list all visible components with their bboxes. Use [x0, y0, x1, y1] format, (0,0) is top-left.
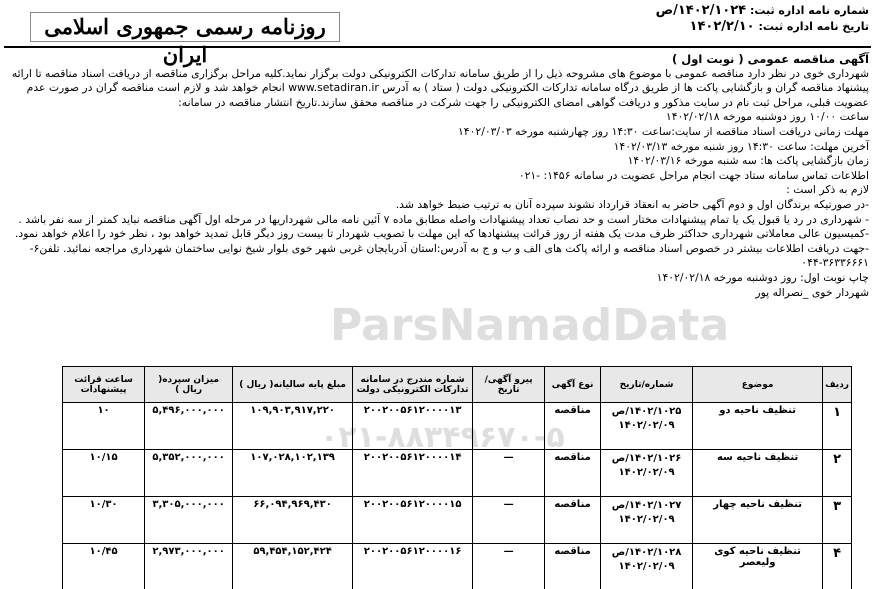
row-ref-cell [601, 544, 693, 589]
row-ref: ۱۴۰۲/۱۰۲۵/ص [611, 406, 682, 417]
row-ref: ۱۴۰۲/۱۰۲۸/ص [611, 547, 682, 558]
header-opening-time: ساعت قرائت پیشنهادات [63, 367, 145, 403]
row-subject: تنظیف ناحیه چهار [693, 497, 823, 544]
header-notice-type: نوع آگهی [545, 367, 601, 403]
notice-paragraph: شهرداری خوی در نظر دارد مناقصه عمومی با موضوع های مشروحه ذیل را از طریق سامانه تدارکات الکترونیکی دولت برگزار نماید.کلیه مراحل برگزاری مناقصه از دریافت اسناد مناقصه تا ارائه پیشنهاد مناقصه گران و بازگشایی پاکت ها از طریق درگاه سامانه تدارکات الکترونیکی دولت ( ستاد ) به آدرس www.setadiran.ir انجام خواهد شد و لازم است مناقصه گران در صورت عدم عضویت قبلی، مراحل ثبت نام در سایت مذکور و دریافت گواهی امضای الکترونیکی را جهت شرکت در مناقصه محقق سازند.تاریخ انتشار مناقصه در سامانه: [11, 66, 869, 109]
row-ref: ۱۴۰۲/۱۰۲۶/ص [611, 453, 682, 464]
row-index: ۴ [823, 544, 852, 589]
row-type: مناقصه [545, 544, 601, 589]
row-opening-time: ۱۰/۴۵ [63, 544, 145, 589]
notice-paragraph: شهردار خوی _نصراله پور [755, 285, 869, 299]
notice-paragraph: -کمیسیون عالی معاملاتی شهرداری حداکثر ظرف مدت یک هفته از روز قرائت پیشنهادها که این مهلت با تصویب شهردار تا بیست روز دیگر قابل تمدید خواهد بود ، نظر خود را اعلام خواهد نمود. [14, 227, 869, 241]
table-row [63, 544, 852, 589]
notice-paragraph: آخرین مهلت: ساعت ۱۴:۳۰ روز شنبه مورخه ۱۴۰۲/۰۳/۱۳ [613, 139, 869, 153]
notice-body [6, 52, 869, 300]
registration-number-value: ۱۴۰۲/۱۰۲۴/ص [655, 3, 747, 18]
row-ref-date: ۱۴۰۲/۰۲/۰۹ [618, 420, 675, 431]
notice-paragraph: -جهت دریافت اطلاعات بیشتر در خصوص اسناد مناقصه و ارائه پاکت های الف و ب و ج به آدرس:استان آذربایجان غربی شهر خوی بلوار شیخ نوایی ساختمان شهرداری مراجعه نمائید. تلفن۶- ۳۶۳۳۶۶۶۱-۰۴۴ [29, 241, 869, 270]
notice-paragraph: -در صورتیکه برندگان اول و دوم آگهی حاضر به انعقاد قرارداد نشوند سپرده آنان به ترتیب ضبط خواهد شد. [395, 197, 869, 211]
notice-paragraph: مهلت زمانی دریافت اسناد مناقصه از سایت:ساعت ۱۴:۳۰ روز چهارشنبه مورخه ۱۴۰۲/۰۳/۰۳ [458, 124, 869, 138]
header-row-index: ردیف [823, 367, 852, 403]
registration-date-value: ۱۴۰۲/۲/۱۰ [689, 19, 755, 34]
row-ref-cell [601, 497, 693, 544]
row-ref-date: ۱۴۰۲/۰۲/۰۹ [618, 467, 675, 478]
row-subject: تنظیف ناحیه دو [693, 403, 823, 450]
row-follow-up: — [473, 544, 545, 589]
row-base-amount: ۱۰۹,۹۰۳,۹۱۷,۲۲۰ [233, 403, 353, 450]
row-ref-cell [601, 403, 693, 450]
notice-paragraph: زمان بازگشایی پاکت ها: سه شنبه مورخه ۱۴۰۲/۰۳/۱۶ [627, 154, 869, 168]
notice-paragraph: چاپ نوبت اول: روز دوشنبه مورخه ۱۴۰۲/۰۲/۱۸ [656, 270, 869, 284]
header-divider [4, 46, 871, 48]
notice-paragraph: ساعت ۱۰/۰۰ روز دوشنبه مورخه ۱۴۰۲/۰۲/۱۸ [665, 110, 869, 124]
row-opening-time: ۱۰/۳۰ [63, 497, 145, 544]
header-base-amount: مبلغ پایه سالیانه( ریال ) [233, 367, 353, 403]
header-setad-number: شماره مندرج در سامانه تدارکات الکترونیکی دولت [353, 367, 473, 403]
header-ref-date: شماره/تاریخ [601, 367, 693, 403]
row-opening-time: ۱۰ [63, 403, 145, 450]
header-deposit: میزان سپرده( ریال ) [145, 367, 233, 403]
row-subject: تنظیف ناحیه کوی ولیعصر [693, 544, 823, 589]
registration-date-label: تاریخ نامه اداره ثبت: [758, 20, 869, 33]
tender-table [62, 366, 852, 589]
row-index: ۳ [823, 497, 852, 544]
registration-date [656, 19, 869, 35]
row-base-amount: ۱۰۷,۰۲۸,۱۰۲,۱۳۹ [233, 450, 353, 497]
row-opening-time: ۱۰/۱۵ [63, 450, 145, 497]
row-deposit: ۳,۳۰۵,۰۰۰,۰۰۰ [145, 497, 233, 544]
row-follow-up [473, 403, 545, 450]
notice-title: آگهی مناقصه عمومی ( نوبت اول ) [672, 52, 869, 66]
row-type: مناقصه [545, 450, 601, 497]
table-row [63, 497, 852, 544]
row-type: مناقصه [545, 403, 601, 450]
row-setad-number: ۲۰۰۲۰۰۵۶۱۲۰۰۰۰۱۴ [353, 450, 473, 497]
row-follow-up: — [473, 450, 545, 497]
watermark-brand: ParsNamadData [330, 300, 730, 351]
row-setad-number: ۲۰۰۲۰۰۵۶۱۲۰۰۰۰۱۳ [353, 403, 473, 450]
masthead-logo [30, 12, 340, 67]
row-index: ۲ [823, 450, 852, 497]
row-deposit: ۵,۳۵۲,۰۰۰,۰۰۰ [145, 450, 233, 497]
row-deposit: ۲,۹۷۳,۰۰۰,۰۰۰ [145, 544, 233, 589]
row-setad-number: ۲۰۰۲۰۰۵۶۱۲۰۰۰۰۱۵ [353, 497, 473, 544]
notice-paragraph: لازم به ذکر است : [786, 183, 869, 197]
masthead-text: روزنامه رسمی جمهوری اسلامی ایران [44, 14, 326, 67]
table-row [63, 450, 852, 497]
row-follow-up: — [473, 497, 545, 544]
header-follow-up: پیرو آگهی/تاریخ [473, 367, 545, 403]
header-subject: موضوع [693, 367, 823, 403]
row-ref-date: ۱۴۰۲/۰۲/۰۹ [618, 561, 675, 572]
notice-paragraph: - شهرداری در رد یا قبول یک یا تمام پیشنهادات مختار است و حد نصاب تعداد پیشنهادات واصله مطابق ماده ۷ آئین نامه مالی شهرداریها در مرحله اول آگهی مناقصه نباید کمتر از سه نفر باشد . [18, 212, 869, 226]
registration-number [656, 3, 869, 19]
table-row [63, 403, 852, 450]
row-ref: ۱۴۰۲/۱۰۲۷/ص [611, 500, 682, 511]
row-type: مناقصه [545, 497, 601, 544]
row-ref-date: ۱۴۰۲/۰۲/۰۹ [618, 514, 675, 525]
notice-paragraph: اطلاعات تماس سامانه ستاد جهت انجام مراحل عضویت در سامانه ۱۴۵۶: -۰۲۱ [518, 168, 869, 182]
row-subject: تنظیف ناحیه سه [693, 450, 823, 497]
row-index: ۱ [823, 403, 852, 450]
registration-number-label: شماره نامه اداره ثبت: [749, 4, 869, 17]
registration-meta [656, 3, 869, 35]
row-ref-cell [601, 450, 693, 497]
row-setad-number: ۲۰۰۲۰۰۵۶۱۲۰۰۰۰۱۶ [353, 544, 473, 589]
row-base-amount: ۶۶,۰۹۴,۹۶۹,۴۳۰ [233, 497, 353, 544]
row-base-amount: ۵۹,۴۵۴,۱۵۲,۴۲۴ [233, 544, 353, 589]
watermark-phone: ۰۲۱-۸۸۳۴۹۶۷۰-۵ [320, 420, 565, 455]
row-deposit: ۵,۴۹۶,۰۰۰,۰۰۰ [145, 403, 233, 450]
table-header-row [63, 367, 852, 403]
